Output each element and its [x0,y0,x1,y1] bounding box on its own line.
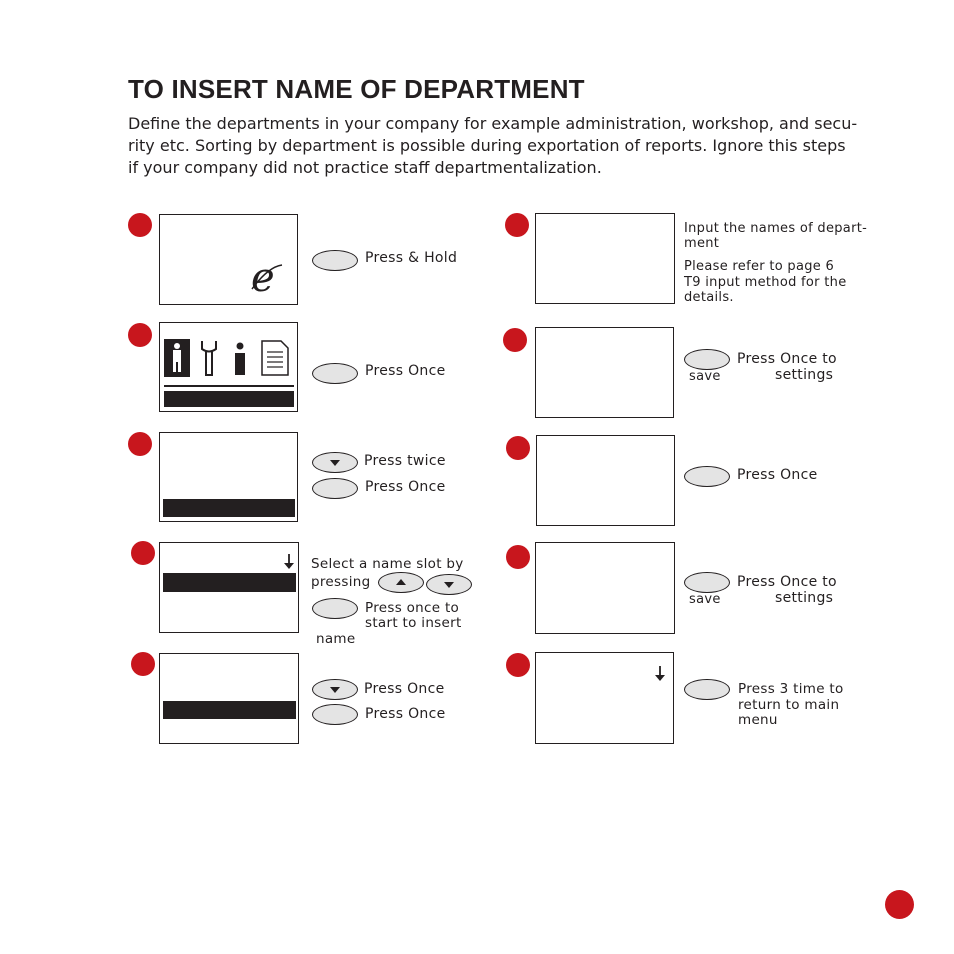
arrow-down-icon [427,575,471,594]
instruction-text: Press Once [365,479,446,495]
device-button[interactable] [684,572,730,593]
document-icon [261,340,289,376]
device-button[interactable] [312,478,358,499]
arrow-down-icon [313,680,357,699]
divider-line [164,385,294,387]
step-marker [506,653,530,677]
instruction-text: Please refer to page 6 [684,259,835,274]
instruction-text: settings [775,590,834,606]
wrench-icon [198,339,220,377]
step-marker [131,652,155,676]
device-screen [159,214,298,305]
step-marker [128,432,152,456]
step-marker [506,545,530,569]
instruction-text: Press Once [365,363,446,379]
person-icon [164,339,190,377]
device-screen [535,542,675,634]
instruction-text: Input the names of depart- [684,221,868,236]
instruction-text: menu [738,712,778,728]
instruction-text: Press Once to [737,574,837,590]
instruction-text: save [689,592,721,607]
device-screen [159,322,298,412]
instruction-text: details. [684,290,734,305]
instruction-text: return to main [738,697,840,713]
instruction-text: Press Once [364,681,445,697]
info-icon [233,342,247,376]
step-marker [128,323,152,347]
instruction-text: save [689,369,721,384]
instruction-text: Press & Hold [365,250,458,266]
down-button[interactable] [312,452,358,473]
device-button[interactable] [312,250,358,271]
intro-line: if your company did not practice staff departmentalization. [128,158,602,177]
step-marker [131,541,155,565]
device-button[interactable] [312,598,358,619]
down-button[interactable] [312,679,358,700]
arrow-up-icon [379,573,423,592]
instruction-text: T9 input method for the [684,275,847,290]
device-screen [535,327,674,418]
step-marker [505,213,529,237]
selection-bar [163,499,295,517]
page-title: TO INSERT NAME OF DEPARTMENT [128,74,585,104]
instruction-text: ment [684,236,720,251]
device-button[interactable] [684,466,730,487]
step-marker [506,436,530,460]
selection-bar [163,701,296,719]
instruction-text: Press 3 time to [738,681,844,697]
selection-bar [164,391,294,407]
instruction-text: settings [775,367,834,383]
page-corner-marker [885,890,914,919]
instruction-text: Press twice [364,453,446,469]
up-button[interactable] [378,572,424,593]
device-button[interactable] [312,704,358,725]
step-marker [503,328,527,352]
device-screen [159,653,299,744]
arrow-down-icon [654,666,666,682]
instruction-text: pressing [311,574,371,590]
down-button[interactable] [426,574,472,595]
device-screen [159,542,299,633]
svg-text:e: e [251,259,275,299]
instruction-text: Press Once to [737,351,837,367]
device-button[interactable] [684,349,730,370]
device-screen [536,435,675,526]
device-screen [159,432,298,522]
arrow-down-icon [283,554,295,570]
instruction-text: Press Once [737,467,818,483]
step-marker [128,213,152,237]
instruction-text: Select a name slot by [311,556,464,572]
instruction-text: start to insert [365,615,462,631]
arrow-down-icon [313,453,357,472]
device-button[interactable] [684,679,730,700]
device-screen [535,652,674,744]
device-screen [535,213,675,304]
instruction-text: Press once to [365,600,460,616]
intro-line: Define the departments in your company for example administration, workshop, and secu- [128,114,858,133]
intro-paragraph [128,113,898,179]
e-logo-icon [248,259,288,299]
selection-bar [163,573,296,592]
instruction-text: name [316,631,356,647]
device-button[interactable] [312,363,358,384]
instruction-text: Press Once [365,706,446,722]
intro-line: rity etc. Sorting by department is possible during exportation of reports. Ignore this steps [128,136,846,155]
